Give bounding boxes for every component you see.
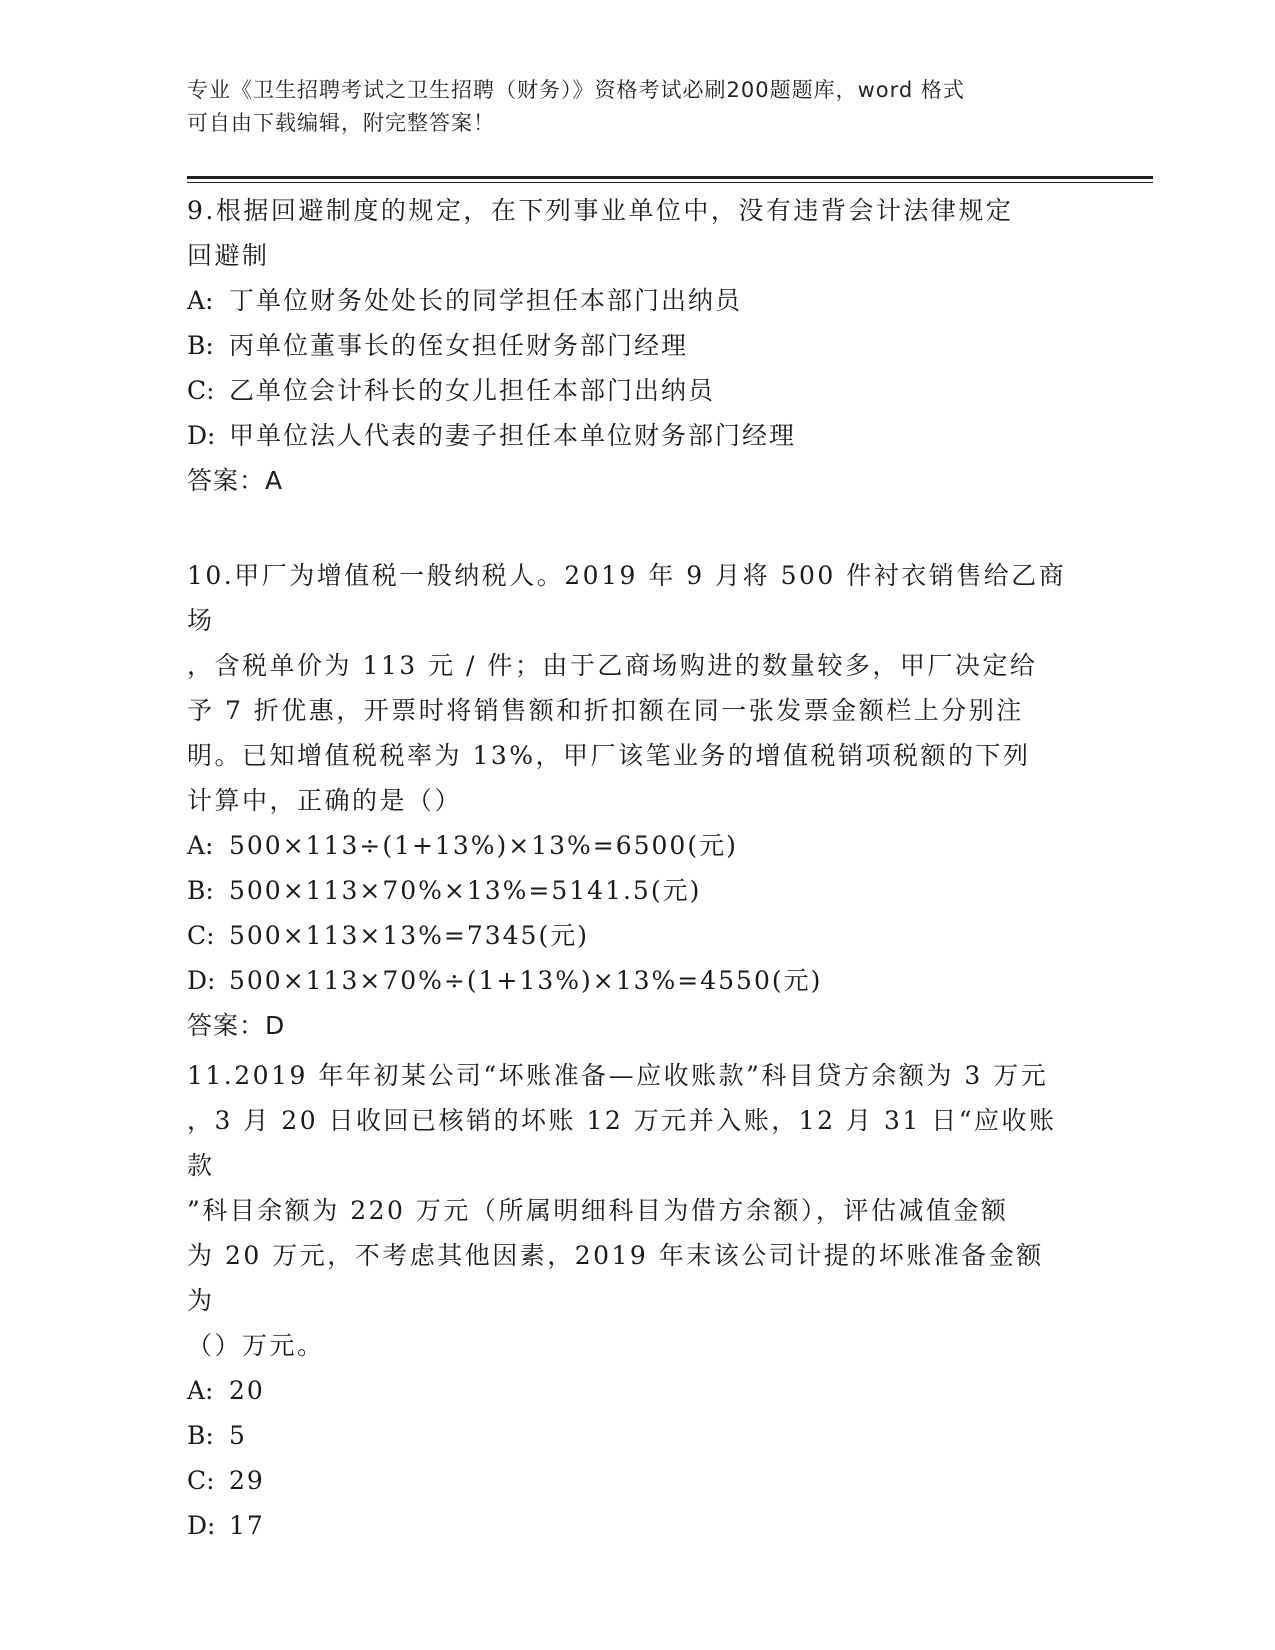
option-b (187, 323, 1067, 368)
option-c (187, 368, 1067, 413)
option-text: 乙单位会计科长的女儿担任本部门出纳员 (229, 376, 716, 405)
header-line-2: 可自由下载编辑，附完整答案！ (187, 111, 495, 135)
option-text: 丁单位财务处处长的同学担任本部门出纳员 (229, 286, 743, 315)
option-text: 甲单位法人代表的妻子担任本单位财务部门经理 (229, 421, 797, 450)
option-text: 500×113×70%÷(1+13%)×13%=4550(元) (229, 966, 823, 995)
question-stem-line: 予 7 折优惠，开票时将销售额和折扣额在同一张发票金额栏上分别注 (187, 696, 1024, 725)
option-key: D: (187, 966, 216, 995)
option-a (187, 278, 1067, 323)
option-key: C: (187, 1466, 215, 1495)
answer-line: 答案：A (187, 466, 284, 495)
header-divider-thin (187, 182, 1153, 183)
question-stem-line: 回避制 (187, 241, 270, 270)
option-c (187, 1458, 1067, 1503)
option-text: 丙单位董事长的侄女担任财务部门经理 (229, 331, 689, 360)
option-a (187, 823, 1067, 868)
option-d (187, 1503, 1067, 1548)
option-key: A: (187, 286, 214, 315)
answer-line: 答案：D (187, 1011, 286, 1040)
option-key: B: (187, 876, 214, 905)
option-b (187, 1413, 1067, 1458)
header-divider-thick (187, 176, 1153, 179)
document-header (187, 74, 1087, 140)
option-key: B: (187, 1421, 214, 1450)
question-stem-line: ，3 月 20 日收回已核销的坏账 12 万元并入账，12 月 31 日“应收账款 (187, 1106, 1057, 1180)
question-stem-line: 11.2019 年年初某公司“坏账准备—应收账款”科目贷方余额为 3 万元 (187, 1061, 1049, 1090)
question-stem-line: 10.甲厂为增值税一般纳税人。2019 年 9 月将 500 件衬衣销售给乙商场 (187, 561, 1067, 635)
option-key: A: (187, 831, 214, 860)
question-stem-line: ，含税单价为 113 元 / 件；由于乙商场购进的数量较多，甲厂决定给 (187, 651, 1038, 680)
option-text: 500×113×13%=7345(元) (229, 921, 589, 950)
question-stem-line: 计算中，正确的是（） (187, 786, 463, 815)
option-text: 20 (229, 1376, 265, 1405)
option-key: C: (187, 376, 215, 405)
option-text: 29 (229, 1466, 265, 1495)
question-stem-line: 为 20 万元，不考虑其他因素，2019 年末该公司计提的坏账准备金额为 (187, 1241, 1044, 1315)
question-10 (187, 553, 1067, 1048)
option-key: C: (187, 921, 215, 950)
option-key: D: (187, 421, 216, 450)
option-key: D: (187, 1511, 216, 1540)
option-c (187, 913, 1067, 958)
option-d (187, 958, 1067, 1003)
question-stem-line: ”科目余额为 220 万元（所属明细科目为借方余额），评估减值金额 (187, 1196, 1009, 1225)
header-line-1: 专业《卫生招聘考试之卫生招聘（财务）》资格考试必刷200题题库，word 格式 (187, 78, 965, 102)
option-key: B: (187, 331, 214, 360)
option-text: 500×113÷(1+13%)×13%=6500(元) (229, 831, 738, 860)
option-text: 5 (229, 1421, 247, 1450)
option-a (187, 1368, 1067, 1413)
option-b (187, 868, 1067, 913)
option-text: 500×113×70%×13%=5141.5(元) (229, 876, 702, 905)
question-9 (187, 188, 1067, 503)
question-stem-line: 9.根据回避制度的规定，在下列事业单位中，没有违背会计法律规定 (187, 196, 1014, 225)
question-stem-line: 明。已知增值税税率为 13%，甲厂该笔业务的增值税销项税额的下列 (187, 741, 1031, 770)
question-11 (187, 1053, 1067, 1548)
question-stem-line: （）万元。 (187, 1331, 325, 1360)
option-key: A: (187, 1376, 214, 1405)
option-text: 17 (229, 1511, 265, 1540)
option-d (187, 413, 1067, 458)
